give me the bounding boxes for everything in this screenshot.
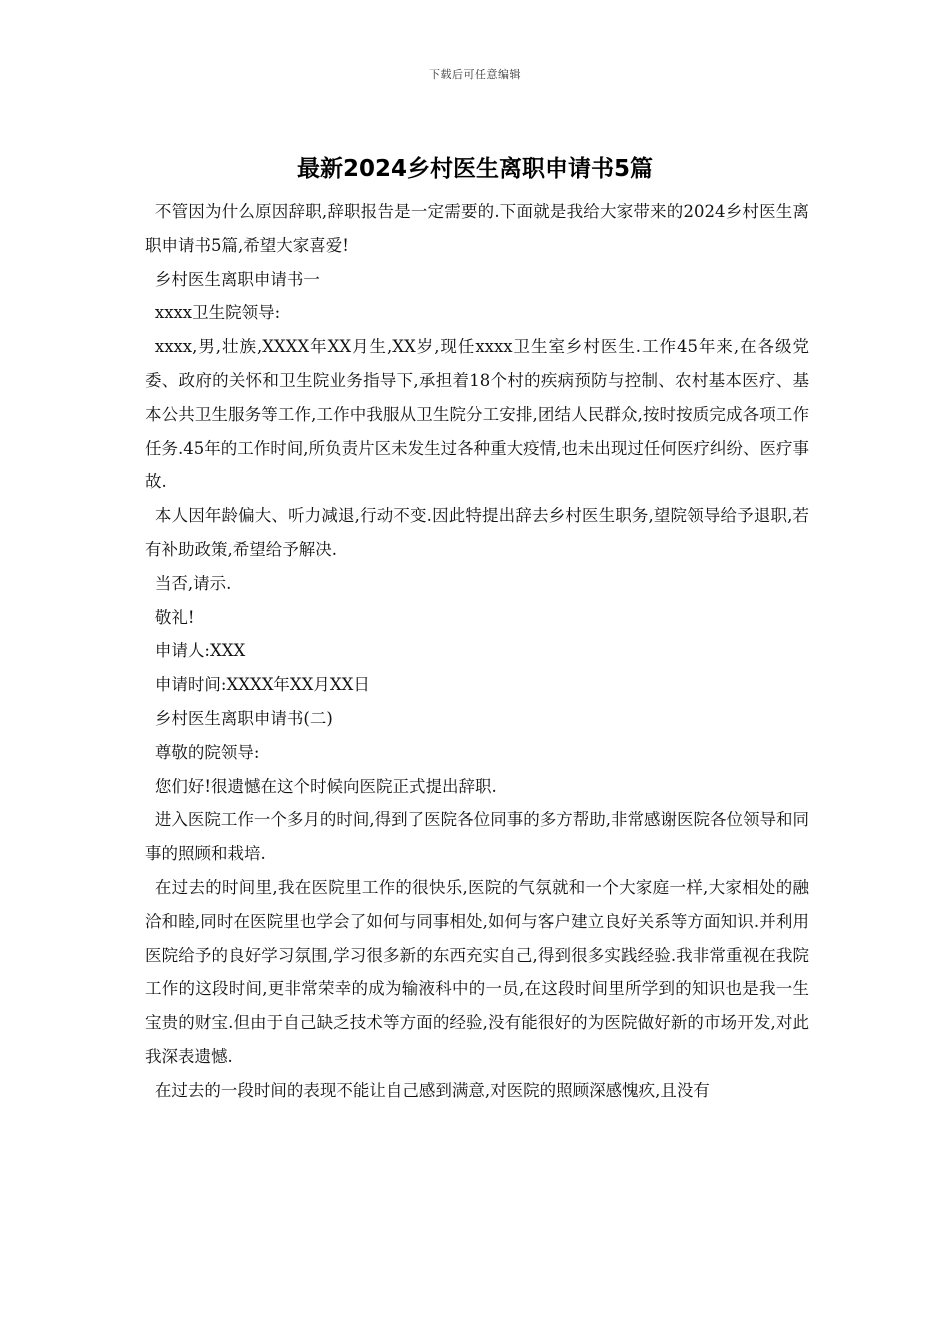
paragraph-experience: 在过去的时间里,我在医院里工作的很快乐,医院的气氛就和一个大家庭一样,大家相处的融洽和睦,同时在医院里也学会了如何与同事相处,如何与客户建立良好关系等方面知识.并利用医院给予的良好学习氛围,学习很多新的东西充实自己,得到很多实践经验.我非常重视在我院工作的这段时间,更非常荣幸的成为输液科中的一员,在这段时间里所学到的知识也是我一生宝贵的财宝.但由于自己缺乏技术等方面的经验,没有能很好的为医院做好新的市场开发,对此我深表遗憾. [145, 877, 809, 1066]
section-heading-1: 乡村医生离职申请书一 [154, 269, 320, 289]
closing-salute: 敬礼! [154, 607, 195, 627]
salutation-2: 尊敬的院领导: [154, 742, 260, 762]
paragraph-greeting: 您们好!很遗憾在这个时候向医院正式提出辞职. [154, 776, 497, 796]
paragraph-regret: 在过去的一段时间的表现不能让自己感到满意,对医院的照顾深感愧疚,且没有 [154, 1080, 710, 1100]
paragraph-intro: 不管因为什么原因辞职,辞职报告是一定需要的.下面就是我给大家带来的2024乡村医生离职申请书5篇,希望大家喜爱! [145, 202, 809, 255]
paragraph-reason: 本人因年龄偏大、听力减退,行动不变.因此特提出辞去乡村医生职务,望院领导给予退职,若有补助政策,希望给予解决. [145, 506, 809, 559]
closing-request: 当否,请示. [154, 573, 232, 593]
paragraph-background: xxxx,男,壮族,XXXX年XX月生,XX岁,现任xxxx卫生室乡村医生.工作45年来,在各级党委、政府的关怀和卫生院业务指导下,承担着18个村的疾病预防与控制、农村基本医疗、基本公共卫生服务等工作,工作中我服从卫生院分工安排,团结人民群众,按时按质完成各项工作任务.45年的工作时间,所负责片区未发生过各种重大疫情,也未出现过任何医疗纠纷、医疗事故. [145, 337, 809, 492]
header-note: 下载后可任意编辑 [429, 68, 521, 81]
applicant-line: 申请人:XXX [154, 641, 246, 661]
document-body [145, 195, 809, 1108]
section-heading-2: 乡村医生离职申请书(二) [154, 708, 333, 728]
salutation-1: xxxx卫生院领导: [154, 303, 281, 323]
application-date-line: 申请时间:XXXX年XX月XX日 [154, 675, 370, 695]
document-title: 最新2024乡村医生离职申请书5篇 [296, 156, 654, 182]
paragraph-thanks: 进入医院工作一个多月的时间,得到了医院各位同事的多方帮助,非常感谢医院各位领导和同事的照顾和栽培. [145, 810, 809, 864]
